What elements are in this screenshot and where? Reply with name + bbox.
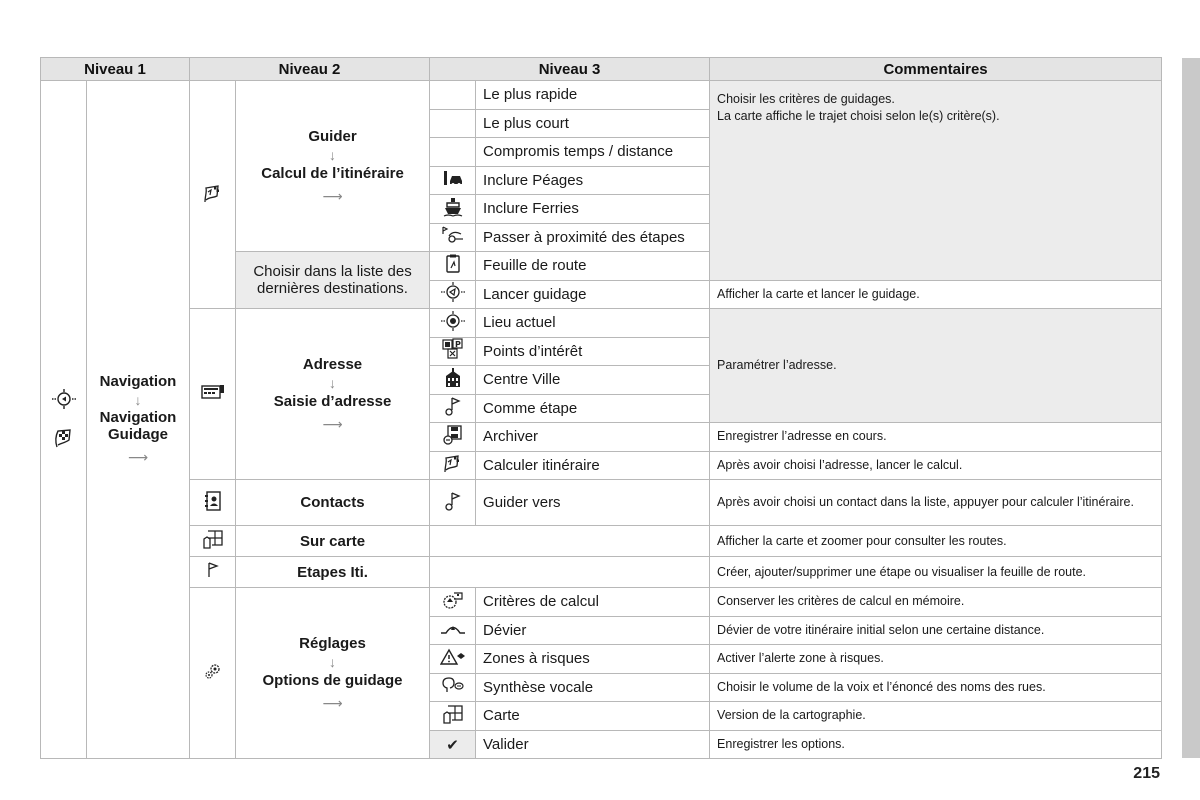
table-row (41, 557, 1162, 588)
option-centre-ville[interactable]: Centre Ville (476, 366, 710, 395)
options-guidage-cell (236, 588, 430, 759)
as-waypoint-icon-cell (430, 394, 476, 423)
archive-icon-cell (430, 423, 476, 452)
comment-conserver: Conserver les critères de calcul en mémoire. (710, 588, 1162, 617)
saisie-adresse-cell (236, 309, 430, 480)
checkered-flag-icon (41, 427, 86, 452)
roadbook-icon-cell (430, 252, 476, 281)
level1-title-guidage: Guidage (108, 425, 169, 443)
comment-creer: Créer, ajouter/supprimer une étape ou visualiser la feuille de route. (710, 557, 1162, 588)
option-lancer-guidage[interactable]: Lancer guidage (476, 280, 710, 309)
validate-icon-cell (430, 730, 476, 759)
detour-icon-cell (430, 616, 476, 645)
current-location-icon-cell (430, 309, 476, 338)
option-feuille-de-route[interactable]: Feuille de route (476, 252, 710, 281)
save-address-icon (443, 431, 463, 449)
level1-icon-cell (41, 81, 87, 759)
comment-afficher-zoomer: Afficher la carte et zoomer pour consulter les routes. (710, 526, 1162, 557)
route-flag-icon (202, 190, 224, 208)
level2-adresse: Adresse (302, 356, 363, 373)
navigation-target-icon (41, 388, 86, 413)
calculate-route-icon-cell (430, 451, 476, 480)
page-number: 215 (1133, 765, 1160, 782)
ferry-icon-cell (430, 195, 476, 224)
calcul-itineraire-cell (236, 81, 430, 252)
waypoint-flag-icon (444, 497, 462, 515)
comment-apres-contact: Après avoir choisi un contact dans la liste, appuyer pour calculer l’itinéraire. (710, 480, 1162, 526)
etapes-iti-cell[interactable]: Etapes Iti. (236, 557, 430, 588)
current-location-icon (440, 318, 466, 336)
level1-title-navigation-2: Navigation (99, 409, 177, 427)
table-row (41, 309, 1162, 338)
keyboard-address-icon (201, 387, 225, 405)
points-of-interest-icon (442, 340, 464, 364)
comment-devier: Dévier de votre itinéraire initial selon une certaine distance. (710, 616, 1162, 645)
map-icon-cell (190, 526, 236, 557)
choisir-destinations-cell[interactable]: Choisir dans la liste des dernières destinations. (236, 252, 430, 309)
comment-enregistrer: Enregistrer l’adresse en cours. (710, 423, 1162, 452)
voice-icon-cell (430, 673, 476, 702)
calc-criteria-icon (442, 596, 464, 614)
comment-version: Version de la cartographie. (710, 702, 1162, 731)
sur-carte-cell[interactable]: Sur carte (236, 526, 430, 557)
option-points-interet[interactable]: Points d’intérêt (476, 337, 710, 366)
empty-icon-cell (430, 138, 476, 167)
map-version-icon-cell (430, 702, 476, 731)
level2-guider: Guider (308, 128, 357, 145)
page-edge-tab (1182, 58, 1200, 758)
arrow-right-icon: ⟶ (322, 695, 343, 711)
contacts-cell[interactable]: Contacts (236, 480, 430, 526)
comment-afficher-lancer: Afficher la carte et lancer le guidage. (710, 280, 1162, 309)
header-niveau2: Niveau 2 (190, 58, 430, 81)
comment-choisir-volume: Choisir le volume de la voix et l’énoncé des noms des rues. (710, 673, 1162, 702)
option-synthese-vocale[interactable]: Synthèse vocale (476, 673, 710, 702)
level2-reglages: Réglages (299, 635, 366, 652)
empty-level3-cell (430, 557, 710, 588)
option-zones-risques[interactable]: Zones à risques (476, 645, 710, 674)
waypoint-route-icon (441, 230, 465, 248)
option-guider-vers[interactable]: Guider vers (476, 480, 710, 526)
table-row (41, 588, 1162, 617)
header-niveau3: Niveau 3 (430, 58, 710, 81)
city-center-icon-cell (430, 366, 476, 395)
start-guidance-icon (440, 289, 466, 307)
header-commentaires: Commentaires (710, 58, 1162, 81)
voice-synthesis-icon (441, 680, 465, 698)
level1-title-navigation: Navigation (99, 372, 177, 390)
saisie-adresse-icon-cell (190, 309, 236, 480)
option-calculer-itineraire[interactable]: Calculer itinéraire (476, 451, 710, 480)
map-hand-icon (202, 535, 224, 553)
calcul-itineraire-icon-cell (190, 81, 236, 309)
option-criteres-calcul[interactable]: Critères de calcul (476, 588, 710, 617)
option-le-plus-court[interactable]: Le plus court (476, 109, 710, 138)
guide-to-icon-cell (430, 480, 476, 526)
option-carte[interactable]: Carte (476, 702, 710, 731)
comment-activer: Activer l’alerte zone à risques. (710, 645, 1162, 674)
level2-options-guidage: Options de guidage (262, 672, 403, 689)
option-valider[interactable]: Valider (476, 730, 710, 759)
arrow-right-icon: ⟶ (322, 416, 343, 432)
table-row (41, 81, 1162, 110)
comment-parametrer: Paramétrer l’adresse. (710, 309, 1162, 423)
option-compromis[interactable]: Compromis temps / distance (476, 138, 710, 167)
map-hand-icon (442, 710, 464, 728)
waypoint-icon-cell (430, 223, 476, 252)
toll-car-icon (442, 173, 464, 191)
contacts-icon-cell (190, 480, 236, 526)
comment-criteres-line1: Choisir les critères de guidages. (717, 92, 895, 106)
city-center-icon (444, 374, 462, 392)
option-inclure-ferries[interactable]: Inclure Ferries (476, 195, 710, 224)
route-flag-icon (442, 460, 464, 478)
header-row (41, 58, 1162, 81)
detour-icon (440, 622, 466, 640)
ferry-icon (443, 203, 463, 221)
table-row (41, 526, 1162, 557)
arrow-right-icon: ⟶ (322, 188, 343, 204)
gears-icon (203, 667, 223, 685)
arrow-down-icon: ↓ (329, 375, 337, 391)
toll-icon-cell (430, 166, 476, 195)
poi-icon-cell (430, 337, 476, 366)
option-archiver[interactable]: Archiver (476, 423, 710, 452)
contacts-book-icon (204, 498, 222, 516)
option-passer-proximite[interactable]: Passer à proximité des étapes (476, 223, 710, 252)
warning-zone-icon (440, 652, 466, 670)
risk-zone-icon-cell (430, 645, 476, 674)
arrow-down-icon: ↓ (134, 392, 142, 409)
flag-icon (205, 565, 221, 583)
settings-icon-cell (190, 588, 236, 759)
arrow-down-icon: ↓ (329, 654, 337, 670)
criteria-icon-cell (430, 588, 476, 617)
start-guidance-icon-cell (430, 280, 476, 309)
comment-apres-adresse: Après avoir choisi l’adresse, lancer le calcul. (710, 451, 1162, 480)
option-lieu-actuel[interactable]: Lieu actuel (476, 309, 710, 338)
option-devier[interactable]: Dévier (476, 616, 710, 645)
empty-icon-cell (430, 81, 476, 110)
comment-criteres-line2: La carte affiche le trajet choisi selon le(s) critère(s). (717, 108, 1000, 123)
comment-criteres (710, 81, 1162, 281)
arrow-down-icon: ↓ (329, 147, 337, 163)
option-comme-etape[interactable]: Comme étape (476, 394, 710, 423)
table-row (41, 480, 1162, 526)
header-niveau1: Niveau 1 (41, 58, 190, 81)
empty-icon-cell (430, 109, 476, 138)
checkmark-icon: ✔ (446, 735, 459, 754)
waypoint-flag-icon (444, 402, 462, 420)
menu-table (40, 57, 1162, 759)
option-inclure-peages[interactable]: Inclure Péages (476, 166, 710, 195)
option-le-plus-rapide[interactable]: Le plus rapide (476, 81, 710, 110)
arrow-right-icon: ⟶ (127, 449, 149, 466)
roadbook-icon (445, 260, 461, 278)
level2-calcul-itineraire: Calcul de l’itinéraire (261, 165, 404, 182)
level2-saisie-adresse: Saisie d’adresse (273, 393, 392, 410)
comment-enregistrer-options: Enregistrer les options. (710, 730, 1162, 759)
svg-text:P: P (454, 340, 461, 350)
level1-title-cell (87, 81, 190, 759)
empty-level3-cell (430, 526, 710, 557)
steps-icon-cell (190, 557, 236, 588)
